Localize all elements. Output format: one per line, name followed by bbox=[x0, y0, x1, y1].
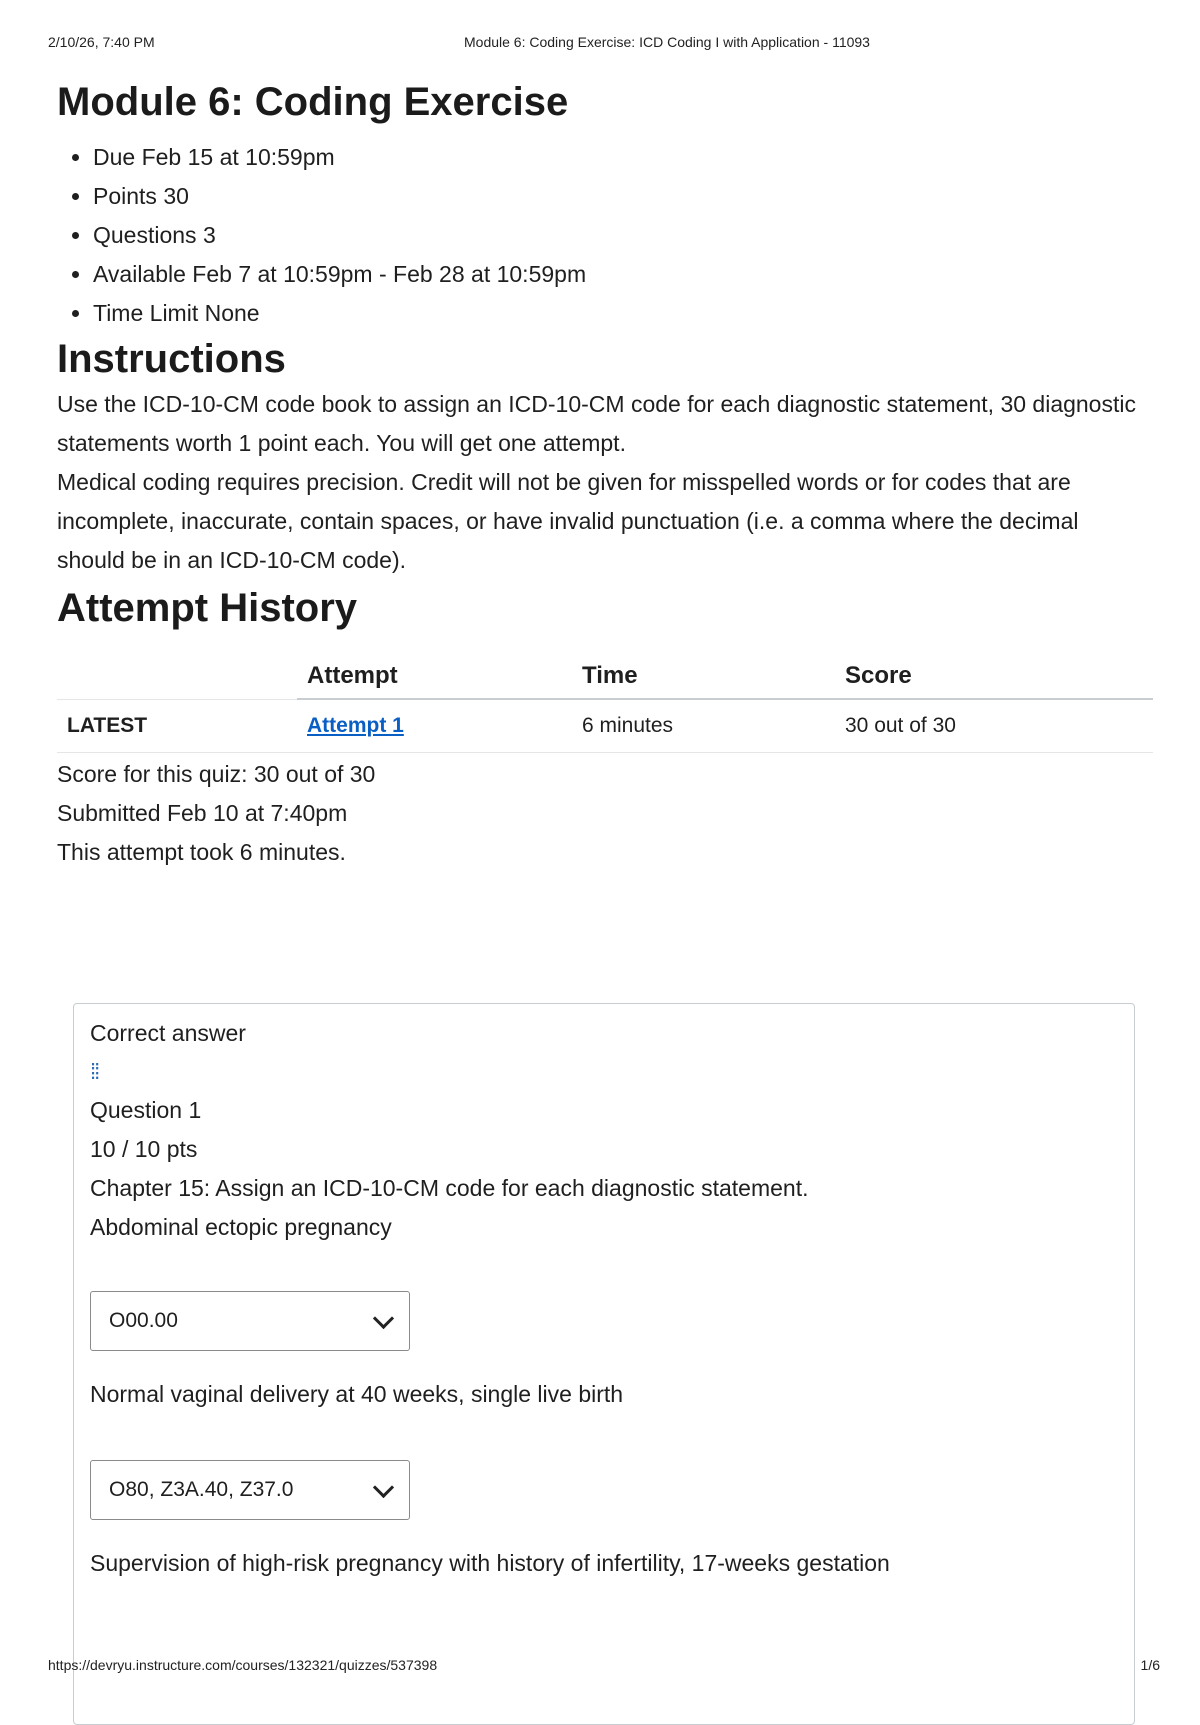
attempt-1-link[interactable]: Attempt 1 bbox=[307, 714, 404, 737]
print-page-number: 1/6 bbox=[1140, 1657, 1160, 1673]
quiz-details-list bbox=[57, 138, 1147, 333]
attempt-history-table bbox=[57, 654, 1153, 753]
quiz-score: Score for this quiz: 30 out of 30 bbox=[57, 761, 376, 787]
detail-points: • Points 30 bbox=[93, 177, 1147, 216]
question-card bbox=[73, 1003, 1135, 1725]
quiz-summary bbox=[57, 755, 1147, 872]
chevron-down-icon bbox=[373, 1307, 394, 1328]
question-prompt: Chapter 15: Assign an ICD-10-CM code for each diagnostic statement. bbox=[90, 1175, 809, 1201]
detail-due: • Due Feb 15 at 10:59pm bbox=[93, 138, 1147, 177]
question-title: Question 1 bbox=[90, 1097, 202, 1123]
column-header-blank bbox=[57, 654, 297, 699]
latest-label: LATEST bbox=[57, 699, 297, 753]
print-url: https://devryu.instructure.com/courses/132321/quizzes/537398 bbox=[48, 1657, 438, 1673]
drag-handle-icon[interactable]: ⁞⁞ bbox=[90, 1059, 99, 1084]
answer-select-1-value: O00.00 bbox=[109, 1309, 178, 1332]
answer-select-2[interactable] bbox=[90, 1460, 410, 1520]
question-points: 10 / 10 pts bbox=[90, 1136, 198, 1162]
print-doc-title: Module 6: Coding Exercise: ICD Coding I with Application - 11093 bbox=[464, 34, 870, 50]
instructions-heading: Instructions bbox=[57, 337, 286, 381]
print-date: 2/10/26, 7:40 PM bbox=[48, 34, 155, 50]
instructions-paragraph-1: Use the ICD-10-CM code book to assign an ICD-10-CM code for each diagnostic statement, 30 diagnostic statements worth 1 point each. You will get one attempt. bbox=[57, 391, 1136, 456]
page-title: Module 6: Coding Exercise bbox=[57, 80, 569, 124]
table-header-row bbox=[57, 654, 1153, 699]
statement-3: Supervision of high-risk pregnancy with history of infertility, 17-weeks gestation bbox=[90, 1550, 890, 1576]
answer-select-2-value: O80, Z3A.40, Z37.0 bbox=[109, 1478, 294, 1501]
statement-1: Abdominal ectopic pregnancy bbox=[90, 1214, 392, 1240]
answer-select-1[interactable] bbox=[90, 1291, 410, 1351]
column-header-score: Score bbox=[835, 654, 1153, 699]
score-cell: 30 out of 30 bbox=[835, 699, 1153, 753]
statement-2: Normal vaginal delivery at 40 weeks, single live birth bbox=[90, 1381, 624, 1407]
table-row bbox=[57, 699, 1153, 753]
main-content bbox=[57, 70, 1147, 872]
column-header-time: Time bbox=[572, 654, 835, 699]
column-header-attempt: Attempt bbox=[297, 654, 572, 699]
submitted-time: Submitted Feb 10 at 7:40pm bbox=[57, 800, 348, 826]
answer-status: Correct answer bbox=[90, 1020, 246, 1046]
time-cell: 6 minutes bbox=[572, 699, 835, 753]
instructions-paragraph-2: Medical coding requires precision. Credit will not be given for misspelled words or for codes that are incomplete, inaccurate, contain spaces, or have invalid punctuation (i.e. a comma where the decimal should be in an ICD-10-CM code). bbox=[57, 469, 1079, 573]
attempt-history-heading: Attempt History bbox=[57, 586, 358, 630]
attempt-duration: This attempt took 6 minutes. bbox=[57, 839, 346, 865]
chevron-down-icon bbox=[373, 1476, 394, 1497]
attempt-cell bbox=[297, 699, 572, 753]
detail-available: • Available Feb 7 at 10:59pm - Feb 28 at 10:59pm bbox=[93, 255, 1147, 294]
detail-time-limit: • Time Limit None bbox=[93, 294, 1147, 333]
detail-questions: • Questions 3 bbox=[93, 216, 1147, 255]
